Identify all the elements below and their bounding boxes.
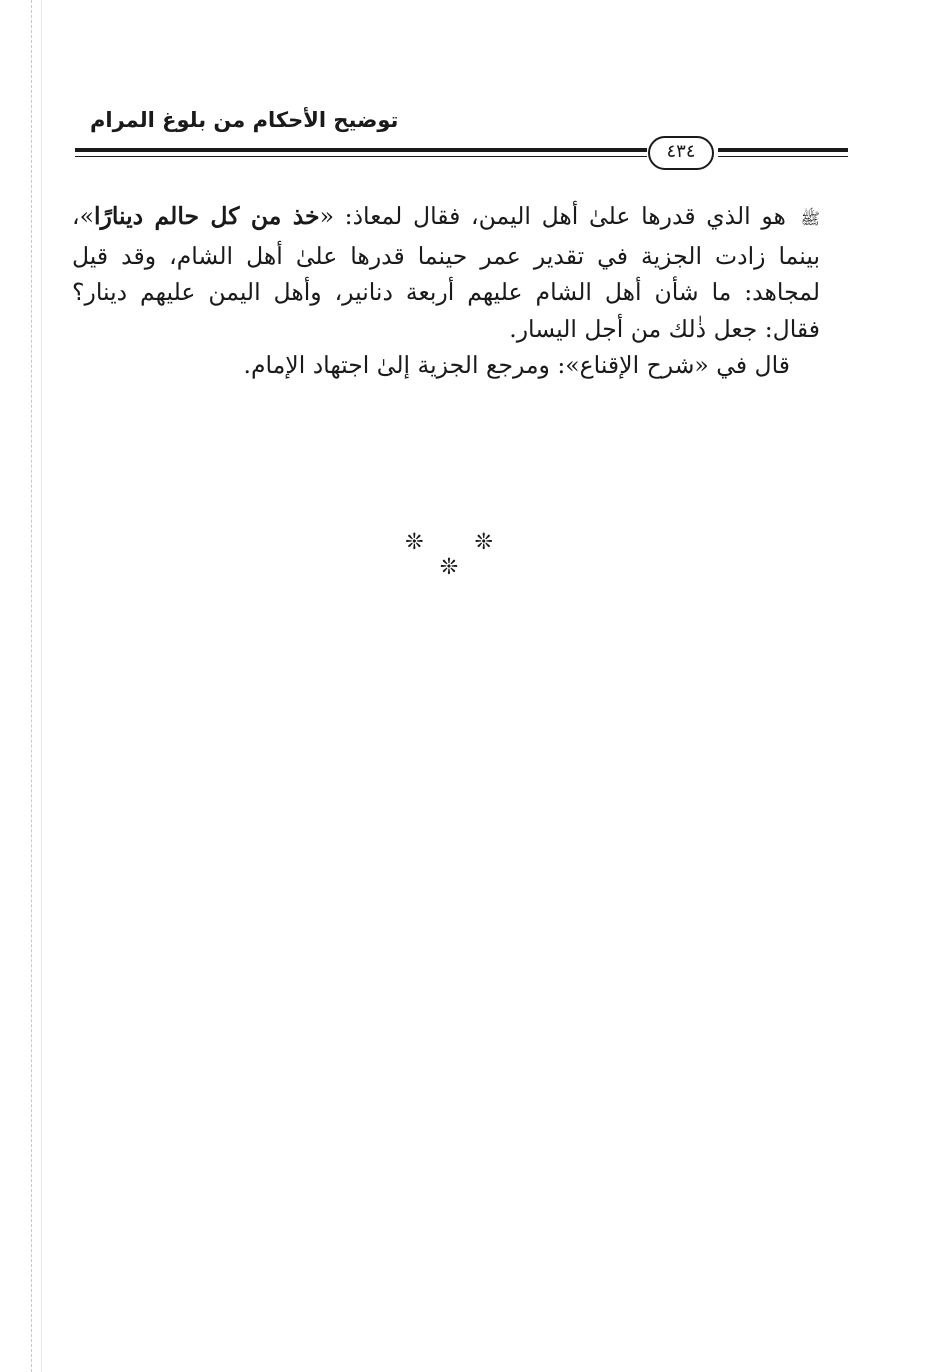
header-rule bbox=[718, 156, 848, 157]
page-number: ٤٣٤ bbox=[648, 136, 714, 170]
header-rule bbox=[75, 148, 647, 152]
salutation-glyph: ﷺ bbox=[800, 209, 820, 228]
paragraph: قال في «شرح الإقناع»: ومرجع الجزية إلىٰ اجتهاد الإمام. bbox=[243, 351, 790, 379]
running-title: توضيح الأحكام من بلوغ المرام bbox=[90, 108, 399, 132]
scan-edge-line bbox=[41, 0, 42, 1372]
body-text bbox=[72, 198, 820, 384]
body-sentence: »، بينما زادت الجزية في تقدير عمر حينما قدرها علىٰ أهل الشام، وقد قيل لمجاهد: ما شأن أهل الشام عليهم أربعة دنانير، وأهل اليمن عليهم دينار؟ فقال: جعل ذٰلك من أجل اليسار. bbox=[72, 202, 820, 343]
section-separator: ❊ ❊ ❊ bbox=[405, 530, 515, 580]
paragraph bbox=[72, 198, 820, 347]
scan-edge-line bbox=[31, 0, 32, 1372]
hadith-quote: خذ من كل حالم دينارًا bbox=[93, 202, 320, 230]
page-header bbox=[70, 100, 850, 170]
header-rule bbox=[718, 148, 848, 152]
header-rule bbox=[75, 156, 647, 157]
body-sentence: هو الذي قدرها علىٰ أهل اليمن، فقال لمعاذ: « bbox=[319, 202, 786, 230]
